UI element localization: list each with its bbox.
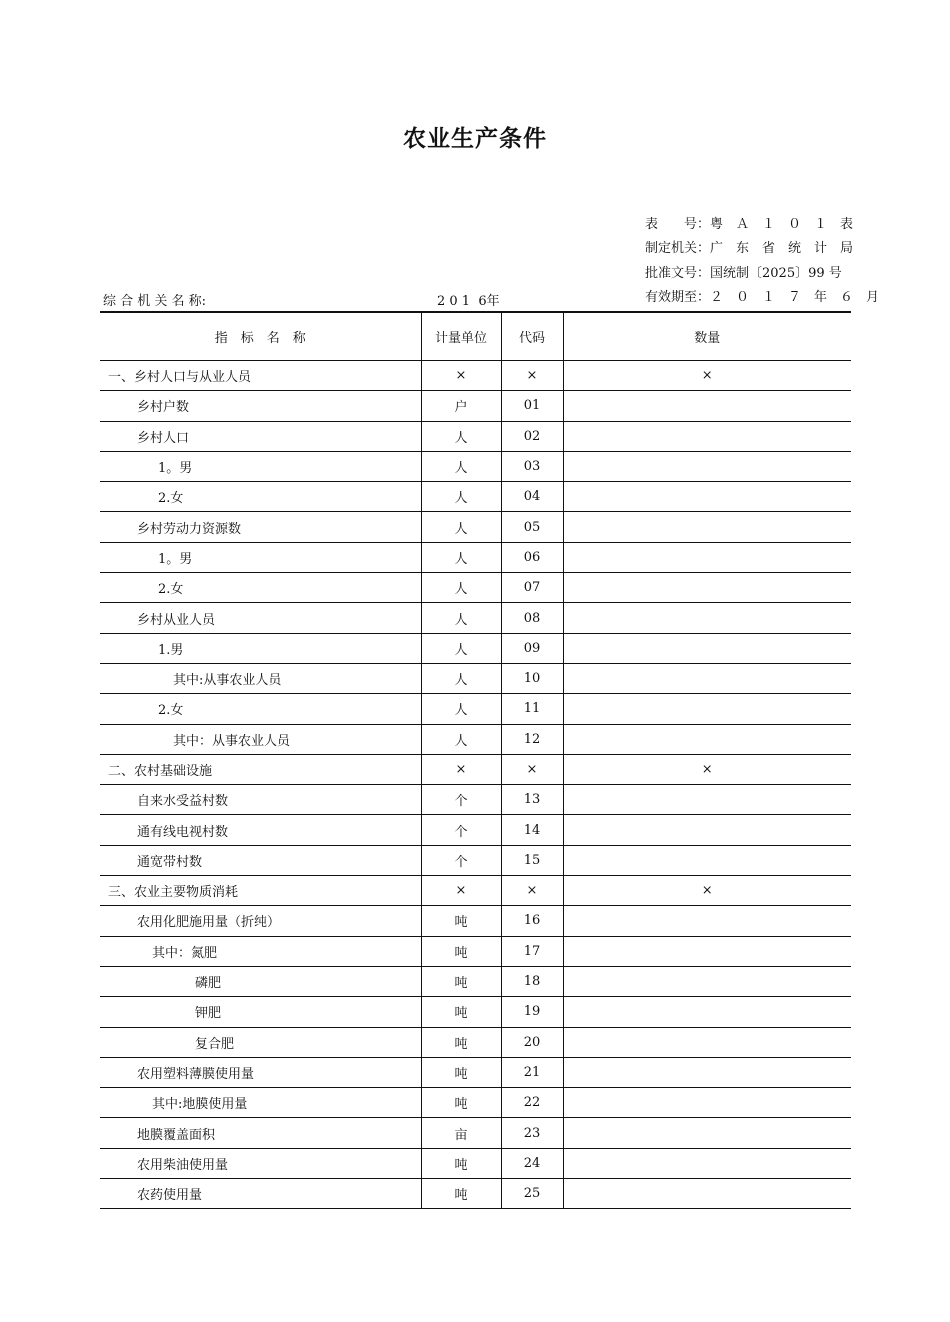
unit-cell: 人	[421, 694, 501, 724]
page-title: 农业生产条件	[403, 126, 547, 152]
code-cell: 12	[501, 724, 563, 754]
table-header-row	[100, 313, 851, 361]
indicator-name: 三、农业主要物质消耗	[100, 876, 421, 906]
form-number: 表 号：粤 Ａ １ ０ １ 表	[645, 217, 854, 232]
indicator-name: 乡村劳动力资源数	[100, 512, 421, 542]
column-header-code: 代码	[501, 313, 563, 361]
code-cell: 07	[501, 573, 563, 603]
indicator-name: 1。男	[100, 451, 421, 481]
quantity-cell[interactable]	[563, 1179, 851, 1209]
unit-cell: 吨	[421, 1179, 501, 1209]
unit-cell: ×	[421, 361, 501, 391]
unit-cell: 亩	[421, 1118, 501, 1148]
unit-cell: 人	[421, 633, 501, 663]
table-row	[100, 724, 851, 754]
issuing-authority: 制定机关：广 东 省 统 计 局	[645, 241, 854, 256]
unit-cell: 人	[421, 573, 501, 603]
indicator-name: 乡村人口	[100, 421, 421, 451]
table-row	[100, 785, 851, 815]
code-cell: 23	[501, 1118, 563, 1148]
unit-cell: 吨	[421, 906, 501, 936]
quantity-cell[interactable]: ×	[563, 361, 851, 391]
table-row	[100, 876, 851, 906]
approval-number: 批准文号：国统制〔2025〕99 号	[645, 266, 842, 281]
indicator-name: 一、乡村人口与从业人员	[100, 361, 421, 391]
statistics-table	[100, 312, 851, 1209]
code-cell: 21	[501, 1057, 563, 1087]
quantity-cell[interactable]: ×	[563, 754, 851, 784]
quantity-cell[interactable]	[563, 451, 851, 481]
indicator-name: 其中:从事农业人员	[100, 663, 421, 693]
unit-cell: 人	[421, 482, 501, 512]
indicator-name: 二、农村基础设施	[100, 754, 421, 784]
table-row	[100, 633, 851, 663]
table-row	[100, 512, 851, 542]
quantity-cell[interactable]	[563, 542, 851, 572]
code-cell: 01	[501, 391, 563, 421]
code-cell: 16	[501, 906, 563, 936]
indicator-name: 其中：从事农业人员	[100, 724, 421, 754]
unit-cell: 吨	[421, 936, 501, 966]
code-cell: ×	[501, 361, 563, 391]
quantity-cell[interactable]	[563, 633, 851, 663]
unit-cell: 人	[421, 542, 501, 572]
table-row	[100, 936, 851, 966]
quantity-cell[interactable]	[563, 421, 851, 451]
report-year: 2 0 1 6年	[437, 294, 500, 309]
valid-until: 有效期至：２ ０ １ ７ 年 ６ 月	[645, 290, 880, 305]
code-cell: 22	[501, 1088, 563, 1118]
organization-name-label: 综 合 机 关 名 称:	[103, 294, 207, 309]
quantity-cell[interactable]	[563, 1027, 851, 1057]
code-cell: 08	[501, 603, 563, 633]
quantity-cell[interactable]	[563, 1088, 851, 1118]
unit-cell: 吨	[421, 966, 501, 996]
quantity-cell[interactable]	[563, 482, 851, 512]
quantity-cell[interactable]	[563, 724, 851, 754]
table-row	[100, 451, 851, 481]
indicator-name: 农药使用量	[100, 1179, 421, 1209]
table-row	[100, 1057, 851, 1087]
unit-cell: 吨	[421, 997, 501, 1027]
column-header-indicator: 指 标 名 称	[100, 313, 421, 361]
indicator-name: 磷肥	[100, 966, 421, 996]
table-row	[100, 603, 851, 633]
unit-cell: 人	[421, 603, 501, 633]
indicator-name: 复合肥	[100, 1027, 421, 1057]
code-cell: 09	[501, 633, 563, 663]
quantity-cell[interactable]	[563, 785, 851, 815]
unit-cell: 人	[421, 724, 501, 754]
quantity-cell[interactable]	[563, 966, 851, 996]
indicator-name: 地膜覆盖面积	[100, 1118, 421, 1148]
unit-cell: ×	[421, 876, 501, 906]
quantity-cell[interactable]	[563, 694, 851, 724]
unit-cell: 吨	[421, 1057, 501, 1087]
code-cell: 17	[501, 936, 563, 966]
indicator-name: 2.女	[100, 573, 421, 603]
unit-cell: 人	[421, 451, 501, 481]
unit-cell: 吨	[421, 1088, 501, 1118]
quantity-cell[interactable]	[563, 391, 851, 421]
code-cell: 03	[501, 451, 563, 481]
table-row	[100, 663, 851, 693]
indicator-name: 其中:地膜使用量	[100, 1088, 421, 1118]
table-row	[100, 1179, 851, 1209]
column-header-unit: 计量单位	[421, 313, 501, 361]
code-cell: 02	[501, 421, 563, 451]
code-cell: 24	[501, 1148, 563, 1178]
indicator-name: 乡村户数	[100, 391, 421, 421]
quantity-cell[interactable]	[563, 997, 851, 1027]
unit-cell: 户	[421, 391, 501, 421]
quantity-cell[interactable]	[563, 1057, 851, 1087]
unit-cell: 吨	[421, 1148, 501, 1178]
unit-cell: 个	[421, 815, 501, 845]
code-cell: 25	[501, 1179, 563, 1209]
unit-cell: ×	[421, 754, 501, 784]
quantity-cell[interactable]: ×	[563, 876, 851, 906]
indicator-name: 乡村从业人员	[100, 603, 421, 633]
indicator-name: 钾肥	[100, 997, 421, 1027]
table-row	[100, 482, 851, 512]
indicator-name: 农用柴油使用量	[100, 1148, 421, 1178]
unit-cell: 个	[421, 785, 501, 815]
code-cell: 18	[501, 966, 563, 996]
table-row	[100, 966, 851, 996]
indicator-name: 其中：氮肥	[100, 936, 421, 966]
table-row	[100, 421, 851, 451]
indicator-name: 自来水受益村数	[100, 785, 421, 815]
column-header-quantity: 数量	[563, 313, 851, 361]
code-cell: 14	[501, 815, 563, 845]
table-row	[100, 845, 851, 875]
table-row	[100, 754, 851, 784]
indicator-name: 农用化肥施用量（折纯）	[100, 906, 421, 936]
table-row	[100, 573, 851, 603]
table-row	[100, 1148, 851, 1178]
code-cell: ×	[501, 754, 563, 784]
quantity-cell[interactable]	[563, 815, 851, 845]
code-cell: 10	[501, 663, 563, 693]
table-row	[100, 1088, 851, 1118]
code-cell: 13	[501, 785, 563, 815]
indicator-name: 农用塑料薄膜使用量	[100, 1057, 421, 1087]
table-row	[100, 391, 851, 421]
quantity-cell[interactable]	[563, 603, 851, 633]
unit-cell: 人	[421, 663, 501, 693]
indicator-name: 2.女	[100, 482, 421, 512]
code-cell: 06	[501, 542, 563, 572]
quantity-cell[interactable]	[563, 1118, 851, 1148]
indicator-name: 通有线电视村数	[100, 815, 421, 845]
unit-cell: 吨	[421, 1027, 501, 1057]
quantity-cell[interactable]	[563, 512, 851, 542]
unit-cell: 个	[421, 845, 501, 875]
table-row	[100, 361, 851, 391]
quantity-cell[interactable]	[563, 663, 851, 693]
indicator-name: 1.男	[100, 633, 421, 663]
table-row	[100, 694, 851, 724]
table-row	[100, 906, 851, 936]
indicator-name: 2.女	[100, 694, 421, 724]
code-cell: 15	[501, 845, 563, 875]
table-row	[100, 997, 851, 1027]
indicator-name: 1。男	[100, 542, 421, 572]
quantity-cell[interactable]	[563, 845, 851, 875]
quantity-cell[interactable]	[563, 1148, 851, 1178]
table-row	[100, 815, 851, 845]
indicator-name: 通宽带村数	[100, 845, 421, 875]
unit-cell: 人	[421, 512, 501, 542]
quantity-cell[interactable]	[563, 906, 851, 936]
table-row	[100, 1027, 851, 1057]
quantity-cell[interactable]	[563, 573, 851, 603]
code-cell: ×	[501, 876, 563, 906]
code-cell: 11	[501, 694, 563, 724]
code-cell: 20	[501, 1027, 563, 1057]
quantity-cell[interactable]	[563, 936, 851, 966]
code-cell: 05	[501, 512, 563, 542]
code-cell: 04	[501, 482, 563, 512]
table-row	[100, 542, 851, 572]
code-cell: 19	[501, 997, 563, 1027]
unit-cell: 人	[421, 421, 501, 451]
table-row	[100, 1118, 851, 1148]
